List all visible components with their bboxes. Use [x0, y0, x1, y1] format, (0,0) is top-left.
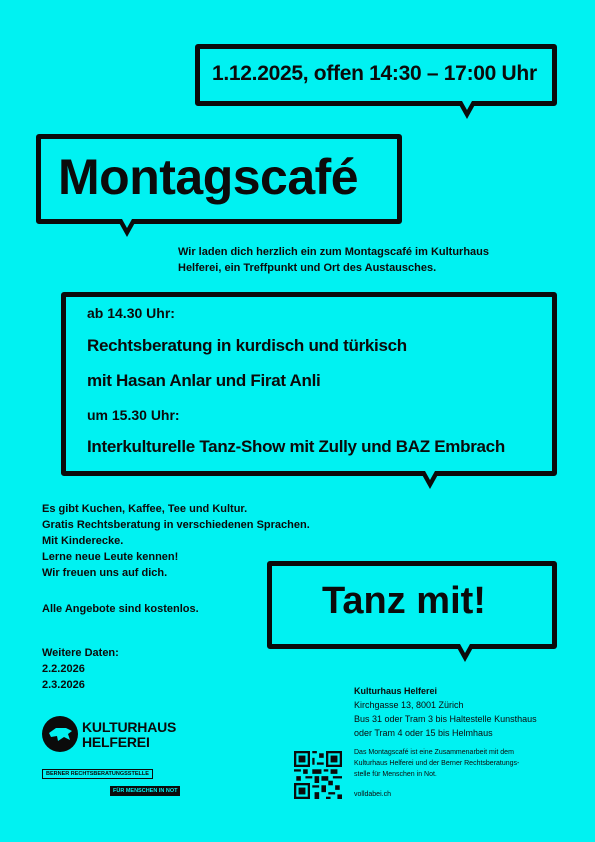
- footnote-line: stelle für Menschen in Not.: [354, 771, 437, 778]
- berner-logo: [42, 769, 179, 799]
- info-line: Mit Kinderecke.: [42, 535, 124, 547]
- intro-text: [178, 244, 489, 276]
- date-line: 1.12.2025, offen 14:30 – 17:00 Uhr: [212, 62, 537, 85]
- address-line: Kirchgasse 13, 8001 Zürich: [354, 700, 464, 710]
- program-time-2: um 15.30 Uhr:: [87, 407, 180, 423]
- website: volldabei.ch: [354, 791, 391, 798]
- program-line-1: Rechtsberatung in kurdisch und türkisch: [87, 336, 407, 355]
- date-item: 2.3.2026: [42, 679, 85, 691]
- slogan: Tanz mit!: [322, 580, 486, 622]
- venue-name: Kulturhaus Helferei: [354, 686, 438, 696]
- footnote-line: Kulturhaus Helferei und der Berner Rechtsberatungs-: [354, 760, 520, 767]
- title-bubble-tail-inner: [122, 219, 132, 228]
- footnote-line: Das Montagscafé ist eine Zusammenarbeit mit dem: [354, 749, 514, 756]
- dates-block: [42, 645, 119, 693]
- info-line: Es gibt Kuchen, Kaffee, Tee und Kultur.: [42, 503, 248, 515]
- program-line-3: Interkulturelle Tanz-Show mit Zully und BAZ Embrach: [87, 437, 505, 456]
- berner-logo-line: BERNER RECHTSBERATUNGSSTELLE: [42, 769, 153, 779]
- address-block: [354, 684, 537, 740]
- intro-line: Helferei, ein Treffpunkt und Ort des Austausches.: [178, 262, 437, 274]
- date-item: 2.2.2026: [42, 663, 85, 675]
- footnote: [354, 747, 519, 780]
- kulturhaus-logo-line: KULTURHAUS: [82, 719, 177, 735]
- info-line: Wir freuen uns auf dich.: [42, 567, 168, 579]
- info-line: Gratis Rechtsberatung in verschiedenen Sprachen.: [42, 519, 310, 531]
- address-line: Bus 31 oder Tram 3 bis Haltestelle Kunsthaus: [354, 714, 537, 724]
- slogan-bubble-tail-inner: [460, 644, 470, 653]
- qr-code-icon: [294, 750, 342, 800]
- page-title: Montagscafé: [58, 149, 359, 205]
- info-line: Lerne neue Leute kennen!: [42, 551, 179, 563]
- berner-logo-line: FÜR MENSCHEN IN NOT: [110, 786, 180, 796]
- dates-heading: Weitere Daten:: [42, 647, 119, 659]
- free-note: Alle Angebote sind kostenlos.: [42, 603, 199, 615]
- program-bubble-tail-inner: [425, 471, 435, 480]
- program-line-2: mit Hasan Anlar und Firat Anli: [87, 371, 321, 390]
- program-time-1: ab 14.30 Uhr:: [87, 305, 175, 321]
- bird-logo-icon: [42, 716, 78, 752]
- kulturhaus-logo-line: HELFEREI: [82, 734, 150, 750]
- address-line: oder Tram 4 oder 15 bis Helmhaus: [354, 728, 493, 738]
- intro-line: Wir laden dich herzlich ein zum Montagscafé im Kulturhaus: [178, 246, 490, 258]
- date-bubble-tail-inner: [462, 101, 472, 110]
